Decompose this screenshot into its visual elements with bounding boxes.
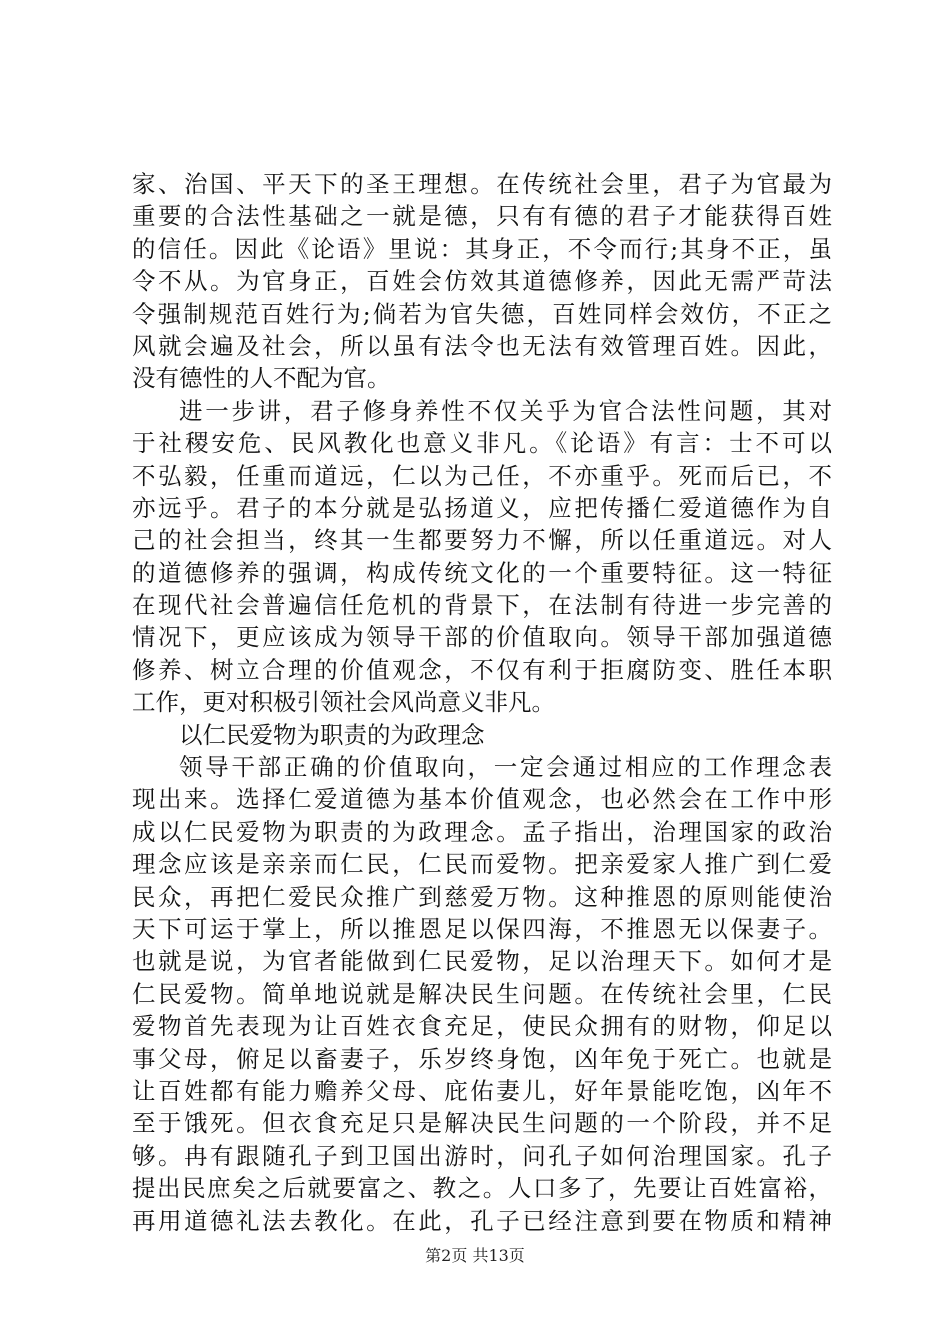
body-line: 家、治国、平天下的圣王理想。在传统社会里，君子为官最为 xyxy=(132,170,832,198)
body-line: 民众，再把仁爱民众推广到慈爱万物。这种推恩的原则能使治 xyxy=(132,882,832,911)
body-line: 够。冉有跟随孔子到卫国出游时，问孔子如何治理国家。孔子 xyxy=(132,1141,832,1170)
body-line: 工作，更对积极引领社会风尚意义非凡。 xyxy=(132,688,555,717)
body-line: 的信任。因此《论语》里说：其身正，不令而行;其身不正，虽 xyxy=(132,234,832,263)
body-line: 于社稷安危、民风教化也意义非凡。《论语》有言：士不可以 xyxy=(132,429,832,458)
body-line: 提出民庶矣之后就要富之、教之。人口多了，先要让百姓富裕， xyxy=(132,1174,832,1203)
body-line: 事父母，俯足以畜妻子，乐岁终身饱，凶年免于死亡。也就是 xyxy=(132,1044,832,1073)
body-line: 理念应该是亲亲而仁民，仁民而爱物。把亲爱家人推广到仁爱 xyxy=(132,850,832,879)
body-line: 己的社会担当，终其一生都要努力不懈，所以任重道远。对人 xyxy=(132,526,832,555)
body-line: 领导干部正确的价值取向，一定会通过相应的工作理念表 xyxy=(179,753,832,782)
body-line: 仁民爱物。简单地说就是解决民生问题。在传统社会里，仁民 xyxy=(132,979,832,1008)
body-line: 重要的合法性基础之一就是德，只有有德的君子才能获得百姓 xyxy=(132,202,832,231)
body-line: 进一步讲，君子修身养性不仅关乎为官合法性问题，其对 xyxy=(179,396,832,425)
body-line: 情况下，更应该成为领导干部的价值取向。领导干部加强道德 xyxy=(132,623,832,652)
body-line: 令强制规范百姓行为;倘若为官失德，百姓同样会效仿，不正之 xyxy=(132,299,832,328)
body-line: 在现代社会普遍信任危机的背景下，在法制有待进一步完善的 xyxy=(132,591,832,620)
body-line: 亦远乎。君子的本分就是弘扬道义，应把传播仁爱道德作为自 xyxy=(132,493,832,522)
page-number-footer: 第2页 共13页 xyxy=(425,1246,525,1265)
body-line: 的道德修养的强调，构成传统文化的一个重要特征。这一特征 xyxy=(132,558,832,587)
document-body xyxy=(132,168,832,1237)
body-line: 现出来。选择仁爱道德为基本价值观念，也必然会在工作中形 xyxy=(132,785,832,814)
body-line: 令不从。为官身正，百姓会仿效其道德修养，因此无需严苛法 xyxy=(132,267,832,296)
body-line: 不弘毅，任重而道远，仁以为己任，不亦重乎。死而后已，不 xyxy=(132,461,832,490)
body-line: 天下可运于掌上，所以推恩足以保四海，不推恩无以保妻子。 xyxy=(132,914,832,943)
body-line: 风就会遍及社会，所以虽有法令也无法有效管理百姓。因此， xyxy=(132,331,832,360)
section-heading: 以仁民爱物为职责的为政理念 xyxy=(179,720,485,749)
body-line: 再用道德礼法去教化。在此，孔子已经注意到要在物质和精神 xyxy=(132,1206,832,1235)
body-line: 没有德性的人不配为官。 xyxy=(132,364,391,393)
body-line: 修养、树立合理的价值观念，不仅有利于拒腐防变、胜任本职 xyxy=(132,655,832,684)
body-line: 爱物首先表现为让百姓衣食充足，使民众拥有的财物，仰足以 xyxy=(132,1012,832,1041)
body-line: 让百姓都有能力赡养父母、庇佑妻儿，好年景能吃饱，凶年不 xyxy=(132,1076,832,1105)
body-line: 至于饿死。但衣食充足只是解决民生问题的一个阶段，并不足 xyxy=(132,1109,832,1138)
body-line: 也就是说，为官者能做到仁民爱物，足以治理天下。如何才是 xyxy=(132,947,832,976)
body-line: 成以仁民爱物为职责的为政理念。孟子指出，治理国家的政治 xyxy=(132,817,832,846)
